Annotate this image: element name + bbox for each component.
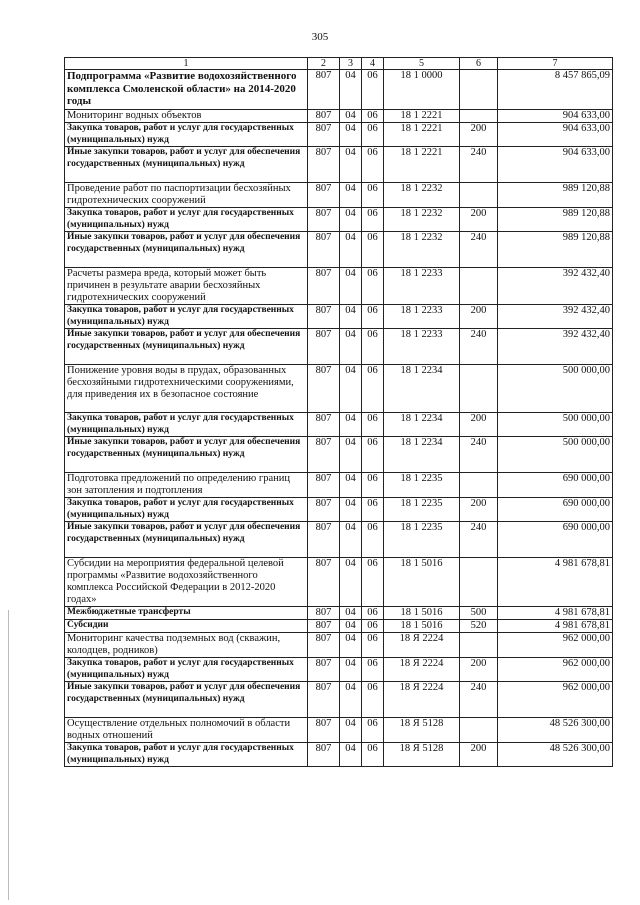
row-c6-cell bbox=[460, 268, 498, 305]
row-c6-cell: 520 bbox=[460, 620, 498, 633]
row-c7-cell: 500 000,00 bbox=[498, 413, 613, 437]
row-name-cell: Закупка товаров, работ и услуг для государственных (муниципальных) нужд bbox=[65, 498, 308, 522]
row-c2-cell: 807 bbox=[308, 437, 340, 473]
row-c3-cell: 04 bbox=[340, 498, 362, 522]
header-cell: 7 bbox=[498, 58, 613, 70]
row-c2-cell: 807 bbox=[308, 329, 340, 365]
row-c5-cell: 18 Я 5128 bbox=[384, 743, 460, 767]
row-c6-cell bbox=[460, 110, 498, 123]
row-c6-cell: 200 bbox=[460, 123, 498, 147]
row-c4-cell: 06 bbox=[362, 522, 384, 558]
row-c3-cell: 04 bbox=[340, 658, 362, 682]
row-c3-cell: 04 bbox=[340, 329, 362, 365]
table-row bbox=[65, 498, 613, 522]
row-c3-cell: 04 bbox=[340, 558, 362, 607]
row-c7-cell: 8 457 865,09 bbox=[498, 70, 613, 110]
row-c7-cell: 690 000,00 bbox=[498, 498, 613, 522]
row-c2-cell: 807 bbox=[308, 208, 340, 232]
row-c2-cell: 807 bbox=[308, 268, 340, 305]
row-c6-cell bbox=[460, 558, 498, 607]
row-c2-cell: 807 bbox=[308, 498, 340, 522]
row-c6-cell: 500 bbox=[460, 607, 498, 620]
row-name-cell: Мониторинг водных объектов bbox=[65, 110, 308, 123]
row-name-cell: Иные закупки товаров, работ и услуг для обеспечения государственных (муниципальных) нужд bbox=[65, 329, 308, 365]
row-name-cell: Закупка товаров, работ и услуг для государственных (муниципальных) нужд bbox=[65, 305, 308, 329]
row-name-cell: Субсидии на мероприятия федеральной целевой программы «Развитие водохозяйственного комплекса Российской Федерации в 2012-2020 годах» bbox=[65, 558, 308, 607]
row-c7-cell: 4 981 678,81 bbox=[498, 620, 613, 633]
row-c4-cell: 06 bbox=[362, 305, 384, 329]
row-c4-cell: 06 bbox=[362, 329, 384, 365]
row-name-cell: Субсидии bbox=[65, 620, 308, 633]
row-c3-cell: 04 bbox=[340, 620, 362, 633]
row-c6-cell: 200 bbox=[460, 743, 498, 767]
row-name-cell: Закупка товаров, работ и услуг для государственных (муниципальных) нужд bbox=[65, 208, 308, 232]
row-c2-cell: 807 bbox=[308, 558, 340, 607]
row-name-cell: Закупка товаров, работ и услуг для государственных (муниципальных) нужд bbox=[65, 413, 308, 437]
row-c6-cell: 200 bbox=[460, 658, 498, 682]
row-c5-cell: 18 1 2232 bbox=[384, 183, 460, 208]
row-c4-cell: 06 bbox=[362, 183, 384, 208]
row-c2-cell: 807 bbox=[308, 658, 340, 682]
row-c2-cell: 807 bbox=[308, 620, 340, 633]
row-c5-cell: 18 1 2221 bbox=[384, 110, 460, 123]
row-c3-cell: 04 bbox=[340, 183, 362, 208]
table-row bbox=[65, 473, 613, 498]
row-c4-cell: 06 bbox=[362, 268, 384, 305]
row-name-cell: Расчеты размера вреда, который может быть причинен в результате аварии бесхозяйных гидротехнических сооружений bbox=[65, 268, 308, 305]
row-name-cell: Иные закупки товаров, работ и услуг для обеспечения государственных (муниципальных) нужд bbox=[65, 437, 308, 473]
row-c6-cell: 200 bbox=[460, 208, 498, 232]
table-header-row bbox=[65, 58, 613, 70]
row-c7-cell: 690 000,00 bbox=[498, 473, 613, 498]
table-row bbox=[65, 70, 613, 110]
row-c3-cell: 04 bbox=[340, 147, 362, 183]
row-c7-cell: 48 526 300,00 bbox=[498, 743, 613, 767]
header-cell: 1 bbox=[65, 58, 308, 70]
row-c7-cell: 989 120,88 bbox=[498, 183, 613, 208]
table-row bbox=[65, 522, 613, 558]
row-c7-cell: 4 981 678,81 bbox=[498, 607, 613, 620]
row-c5-cell: 18 1 2233 bbox=[384, 305, 460, 329]
row-name-cell: Иные закупки товаров, работ и услуг для обеспечения государственных (муниципальных) нужд bbox=[65, 232, 308, 268]
row-c5-cell: 18 1 2235 bbox=[384, 498, 460, 522]
row-name-cell: Понижение уровня воды в прудах, образованных бесхозяйными гидротехническими сооружениями, для приведения их в безопасное состояние bbox=[65, 365, 308, 413]
table-row bbox=[65, 437, 613, 473]
row-c7-cell: 904 633,00 bbox=[498, 123, 613, 147]
header-cell: 6 bbox=[460, 58, 498, 70]
row-c3-cell: 04 bbox=[340, 473, 362, 498]
scan-margin-line bbox=[8, 610, 9, 900]
table-row bbox=[65, 147, 613, 183]
row-c2-cell: 807 bbox=[308, 305, 340, 329]
table-row bbox=[65, 620, 613, 633]
table-row bbox=[65, 208, 613, 232]
row-name-cell: Закупка товаров, работ и услуг для государственных (муниципальных) нужд bbox=[65, 658, 308, 682]
header-cell: 5 bbox=[384, 58, 460, 70]
table-row bbox=[65, 329, 613, 365]
row-c3-cell: 04 bbox=[340, 743, 362, 767]
row-c7-cell: 962 000,00 bbox=[498, 658, 613, 682]
row-c6-cell: 240 bbox=[460, 522, 498, 558]
table-row bbox=[65, 558, 613, 607]
row-c5-cell: 18 1 2232 bbox=[384, 208, 460, 232]
row-c3-cell: 04 bbox=[340, 633, 362, 658]
row-c7-cell: 962 000,00 bbox=[498, 633, 613, 658]
row-c4-cell: 06 bbox=[362, 473, 384, 498]
row-c5-cell: 18 Я 2224 bbox=[384, 633, 460, 658]
row-c4-cell: 06 bbox=[362, 147, 384, 183]
table-row bbox=[65, 365, 613, 413]
row-c2-cell: 807 bbox=[308, 473, 340, 498]
row-c6-cell: 240 bbox=[460, 682, 498, 718]
row-c6-cell bbox=[460, 70, 498, 110]
row-c7-cell: 392 432,40 bbox=[498, 305, 613, 329]
row-c5-cell: 18 Я 2224 bbox=[384, 658, 460, 682]
row-c3-cell: 04 bbox=[340, 208, 362, 232]
page-number: 305 bbox=[311, 31, 329, 43]
row-c4-cell: 06 bbox=[362, 70, 384, 110]
row-c7-cell: 904 633,00 bbox=[498, 147, 613, 183]
row-c7-cell: 500 000,00 bbox=[498, 437, 613, 473]
row-c5-cell: 18 1 2234 bbox=[384, 365, 460, 413]
row-name-cell: Проведение работ по паспортизации бесхозяйных гидротехнических сооружений bbox=[65, 183, 308, 208]
row-c5-cell: 18 1 2234 bbox=[384, 413, 460, 437]
header-cell: 3 bbox=[340, 58, 362, 70]
table-row bbox=[65, 607, 613, 620]
row-c2-cell: 807 bbox=[308, 123, 340, 147]
row-c6-cell bbox=[460, 633, 498, 658]
row-c4-cell: 06 bbox=[362, 413, 384, 437]
row-c7-cell: 4 981 678,81 bbox=[498, 558, 613, 607]
row-c4-cell: 06 bbox=[362, 620, 384, 633]
row-c7-cell: 392 432,40 bbox=[498, 329, 613, 365]
row-c3-cell: 04 bbox=[340, 232, 362, 268]
table-row bbox=[65, 682, 613, 718]
row-c4-cell: 06 bbox=[362, 437, 384, 473]
row-c5-cell: 18 Я 5128 bbox=[384, 718, 460, 743]
row-name-cell: Иные закупки товаров, работ и услуг для обеспечения государственных (муниципальных) нужд bbox=[65, 522, 308, 558]
row-c4-cell: 06 bbox=[362, 607, 384, 620]
row-c4-cell: 06 bbox=[362, 718, 384, 743]
table-row bbox=[65, 413, 613, 437]
row-c5-cell: 18 1 2233 bbox=[384, 268, 460, 305]
table-row bbox=[65, 305, 613, 329]
row-name-cell: Закупка товаров, работ и услуг для государственных (муниципальных) нужд bbox=[65, 743, 308, 767]
row-c6-cell bbox=[460, 365, 498, 413]
row-c3-cell: 04 bbox=[340, 718, 362, 743]
row-c5-cell: 18 1 5016 bbox=[384, 620, 460, 633]
row-c2-cell: 807 bbox=[308, 70, 340, 110]
row-c3-cell: 04 bbox=[340, 413, 362, 437]
row-c4-cell: 06 bbox=[362, 682, 384, 718]
row-name-cell: Подготовка предложений по определению границ зон затопления и подтопления bbox=[65, 473, 308, 498]
row-c3-cell: 04 bbox=[340, 110, 362, 123]
row-c3-cell: 04 bbox=[340, 682, 362, 718]
row-c7-cell: 989 120,88 bbox=[498, 232, 613, 268]
row-c7-cell: 500 000,00 bbox=[498, 365, 613, 413]
row-c6-cell: 200 bbox=[460, 413, 498, 437]
table-row bbox=[65, 743, 613, 767]
row-c3-cell: 04 bbox=[340, 70, 362, 110]
row-c2-cell: 807 bbox=[308, 718, 340, 743]
table-row bbox=[65, 718, 613, 743]
row-c4-cell: 06 bbox=[362, 123, 384, 147]
row-c3-cell: 04 bbox=[340, 365, 362, 413]
row-name-cell: Осуществление отдельных полномочий в области водных отношений bbox=[65, 718, 308, 743]
row-c2-cell: 807 bbox=[308, 682, 340, 718]
row-c2-cell: 807 bbox=[308, 232, 340, 268]
row-c4-cell: 06 bbox=[362, 365, 384, 413]
row-c6-cell: 240 bbox=[460, 437, 498, 473]
row-c6-cell bbox=[460, 183, 498, 208]
row-c3-cell: 04 bbox=[340, 522, 362, 558]
row-c4-cell: 06 bbox=[362, 498, 384, 522]
row-name-cell: Закупка товаров, работ и услуг для государственных (муниципальных) нужд bbox=[65, 123, 308, 147]
row-c4-cell: 06 bbox=[362, 208, 384, 232]
row-c6-cell bbox=[460, 718, 498, 743]
row-c4-cell: 06 bbox=[362, 558, 384, 607]
row-c7-cell: 48 526 300,00 bbox=[498, 718, 613, 743]
header-cell: 2 bbox=[308, 58, 340, 70]
row-c5-cell: 18 1 2221 bbox=[384, 147, 460, 183]
table-row bbox=[65, 268, 613, 305]
row-name-cell: Мониторинг качества подземных вод (скважин, колодцев, родников) bbox=[65, 633, 308, 658]
table-row bbox=[65, 183, 613, 208]
row-c7-cell: 392 432,40 bbox=[498, 268, 613, 305]
table-row bbox=[65, 633, 613, 658]
row-c2-cell: 807 bbox=[308, 365, 340, 413]
row-name-cell: Подпрограмма «Развитие водохозяйственного комплекса Смоленской области» на 2014-2020 годы bbox=[65, 70, 308, 110]
row-c2-cell: 807 bbox=[308, 522, 340, 558]
row-c4-cell: 06 bbox=[362, 110, 384, 123]
row-c2-cell: 807 bbox=[308, 607, 340, 620]
row-c4-cell: 06 bbox=[362, 743, 384, 767]
row-c5-cell: 18 1 5016 bbox=[384, 607, 460, 620]
row-c5-cell: 18 1 5016 bbox=[384, 558, 460, 607]
table-row bbox=[65, 110, 613, 123]
row-c2-cell: 807 bbox=[308, 183, 340, 208]
row-c3-cell: 04 bbox=[340, 305, 362, 329]
row-c2-cell: 807 bbox=[308, 147, 340, 183]
row-c5-cell: 18 1 0000 bbox=[384, 70, 460, 110]
row-c5-cell: 18 1 2232 bbox=[384, 232, 460, 268]
table-row bbox=[65, 232, 613, 268]
row-c2-cell: 807 bbox=[308, 743, 340, 767]
row-name-cell: Иные закупки товаров, работ и услуг для обеспечения государственных (муниципальных) нужд bbox=[65, 682, 308, 718]
row-c7-cell: 989 120,88 bbox=[498, 208, 613, 232]
row-c6-cell: 200 bbox=[460, 305, 498, 329]
row-c3-cell: 04 bbox=[340, 437, 362, 473]
row-c5-cell: 18 Я 2224 bbox=[384, 682, 460, 718]
row-name-cell: Межбюджетные трансферты bbox=[65, 607, 308, 620]
header-cell: 4 bbox=[362, 58, 384, 70]
row-c6-cell: 240 bbox=[460, 232, 498, 268]
row-c6-cell: 240 bbox=[460, 329, 498, 365]
row-c5-cell: 18 1 2235 bbox=[384, 473, 460, 498]
row-c2-cell: 807 bbox=[308, 633, 340, 658]
row-c2-cell: 807 bbox=[308, 413, 340, 437]
row-c4-cell: 06 bbox=[362, 232, 384, 268]
row-c5-cell: 18 1 2234 bbox=[384, 437, 460, 473]
row-c6-cell: 200 bbox=[460, 498, 498, 522]
row-c3-cell: 04 bbox=[340, 607, 362, 620]
table-row bbox=[65, 658, 613, 682]
table-row bbox=[65, 123, 613, 147]
row-c7-cell: 962 000,00 bbox=[498, 682, 613, 718]
row-c6-cell: 240 bbox=[460, 147, 498, 183]
row-c2-cell: 807 bbox=[308, 110, 340, 123]
row-c7-cell: 904 633,00 bbox=[498, 110, 613, 123]
row-c5-cell: 18 1 2233 bbox=[384, 329, 460, 365]
row-c4-cell: 06 bbox=[362, 658, 384, 682]
row-c4-cell: 06 bbox=[362, 633, 384, 658]
row-c7-cell: 690 000,00 bbox=[498, 522, 613, 558]
budget-table bbox=[64, 57, 613, 767]
row-c5-cell: 18 1 2221 bbox=[384, 123, 460, 147]
row-c3-cell: 04 bbox=[340, 123, 362, 147]
row-c3-cell: 04 bbox=[340, 268, 362, 305]
row-name-cell: Иные закупки товаров, работ и услуг для обеспечения государственных (муниципальных) нужд bbox=[65, 147, 308, 183]
row-c5-cell: 18 1 2235 bbox=[384, 522, 460, 558]
row-c6-cell bbox=[460, 473, 498, 498]
